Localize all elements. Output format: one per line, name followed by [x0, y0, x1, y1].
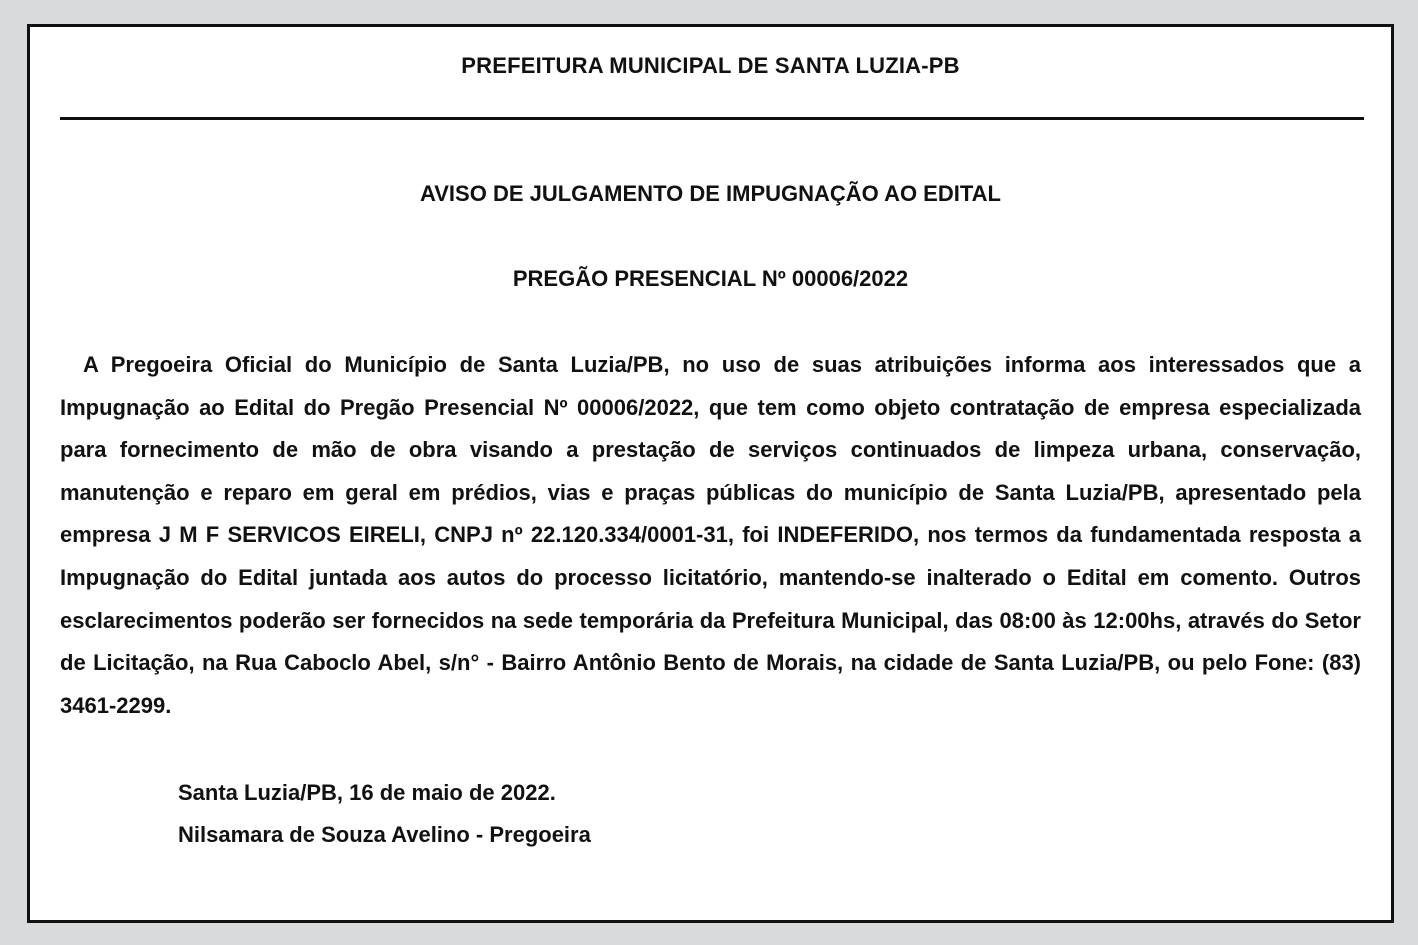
header-divider [60, 117, 1364, 120]
notice-body: A Pregoeira Oficial do Município de Santa Luzia/PB, no uso de suas atribuições informa aos interessados que a Impugnação ao Edital do Pregão Presencial Nº 00006/2022, que tem como objeto contratação de empresa especializada para fornecimento de mão de obra visando a prestação de serviços continuados de limpeza urbana, conservação, manutenção e reparo em geral em prédios, vias e praças públicas do município de Santa Luzia/PB, apresentado pela empresa J M F SERVICOS EIRELI, CNPJ nº 22.120.334/0001-31, foi INDEFERIDO, nos termos da fundamentada resposta a Impugnação do Edital juntada aos autos do processo licitatório, mantendo-se inalterado o Edital em comento. Outros esclarecimentos poderão ser fornecidos na sede temporária da Prefeitura Municipal, das 08:00 às 12:00hs, através do Setor de Licitação, na Rua Caboclo Abel, s/n° - Bairro Antônio Bento de Morais, na cidade de Santa Luzia/PB, ou pelo Fone: (83) 3461-2299. [60, 352, 1361, 718]
notice-document [27, 24, 1394, 923]
signer-name: Nilsamara de Souza Avelino - Pregoeira [178, 822, 591, 847]
place-date: Santa Luzia/PB, 16 de maio de 2022. [178, 780, 556, 805]
process-number: PREGÃO PRESENCIAL Nº 00006/2022 [512, 266, 909, 291]
notice-title: AVISO DE JULGAMENTO DE IMPUGNAÇÃO AO EDITAL [420, 181, 1001, 206]
municipality-header: PREFEITURA MUNICIPAL DE SANTA LUZIA-PB [461, 53, 960, 78]
signature-block [178, 772, 591, 856]
